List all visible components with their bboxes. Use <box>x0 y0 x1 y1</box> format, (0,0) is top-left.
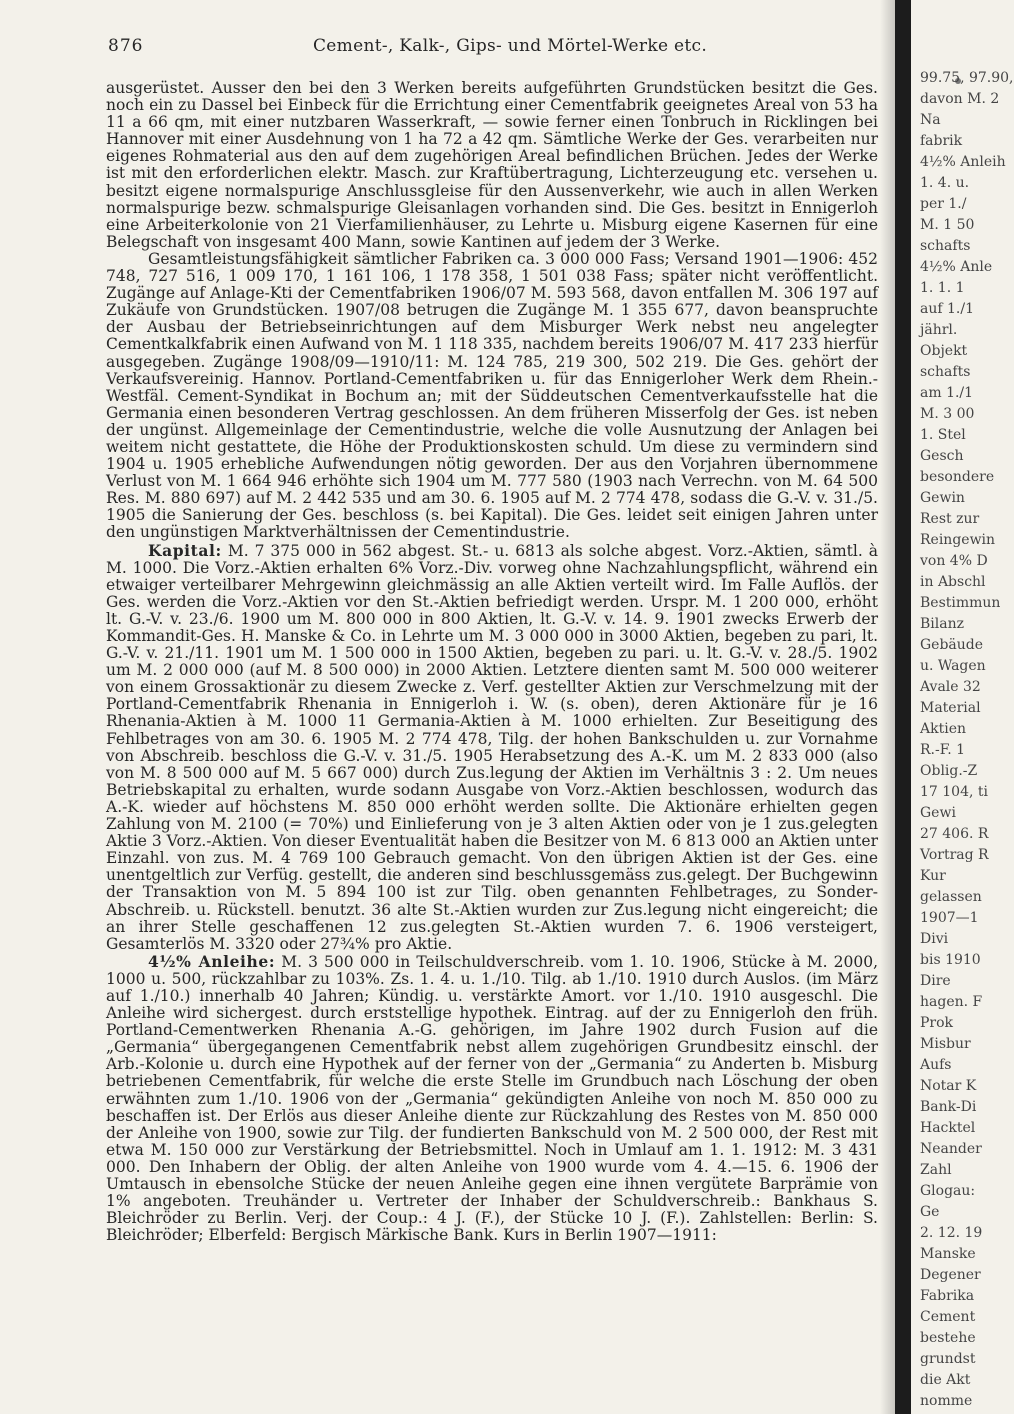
adjacent-page-fragment: R.-F. 1 <box>920 742 966 758</box>
adjacent-page-fragment: Vortrag R <box>920 847 989 863</box>
paragraph-text: M. 3 500 000 in Teilschuldverschreib. vom 1. 10. 1906, Stücke à M. 2000, 1000 u. 500, rückzahlbar zu 103%. Zs. 1. 4. u. 1./10. Tilg. ab 1./10. 1910 durch Auslos. (im März auf 1./10.) innerhalb 40 Jahren; Kündig. u. verstärkte Amort. vor 1./10. 1910 ausgeschl. Die Anleihe wird sichergest. durch erststellige hypothek. Eintrag. auf der zu Ennigerloh den früh. Portland-Cementwerken Rhenania A.-G. gehörigen, im Jahre 1902 durch Fusion auf die „Germania“ übergegangenen Cementfabrik nebst allem zugehörigen Grundbesitz einschl. der Arb.-Kolonie u. durch eine Hypothek auf der ferner von der „Germania“ zu Anderten b. Misburg betriebenen Cementfabrik, für welche die erste Stelle im Grundbuch nach Löschung der oben erwähnten zum 1./10. 1906 von der „Germania“ gekündigten Anleihe von noch M. 850 000 zu beschaffen ist. Der Erlös aus dieser Anleihe diente zur Rückzahlung des Restes von M. 850 000 der Anleihe von 1900, sowie zur Tilg. der fundierten Bankschuld von M. 2 500 000, der Rest mit etwa M. 150 000 zur Verstärkung der Betriebsmittel. Noch in Umlauf am 1. 1. 1912: M. 3 431 000. Den Inhabern der Oblig. der alten Anleihe von 1900 wurde vom 4. 4.—15. 6. 1906 der Umtausch in ebensolche Stücke der neuen Anleihe gegen eine ihnen vergütete Barprämie von 1% angeboten. Treuhänder u. Vertreter der Inhaber der Schuldverschreib.: Bankhaus S. Bleichröder zu Berlin. Verj. der Coup.: 4 J. (F.), der Stücke 10 J. (F.). Zahlstellen: Berlin: S. Bleichröder; Elberfeld: Bergisch Märkische Bank. Kurs in Berlin 1907—1911: <box>106 952 878 1245</box>
running-title: Cement-, Kalk-, Gips- und Mörtel-Werke etc. <box>313 36 708 56</box>
adjacent-page-fragment: Aufs <box>920 1057 952 1073</box>
adjacent-page-fragment: Divi <box>920 931 949 947</box>
paragraph-text: Gesamtleistungsfähigkeit sämtlicher Fabriken ca. 3 000 000 Fass; Versand 1901—1906: 452 748, 727 516, 1 009 170, 1 161 106, 1 178 358, 1 501 038 Fass; später nicht veröffentlicht. Zugänge auf Anlage-Kti der Cementfabriken 1906/07 M. 593 568, davon entfallen M. 306 197 auf Zukäufe von Grundstücken. 1907/08 betrugen die Zugänge M. 1 355 677, davon beanspruchte der Ausbau der Betriebseinrichtungen auf dem Misburger Werk nebst neu angelegter Cementkalkfabrik einen Aufwand von M. 1 118 335, nachdem bereits 1906/07 M. 417 233 hierfür ausgegeben. Zugänge 1908/09—1910/11: M. 124 785, 219 300, 502 219. Die Ges. gehört der Verkaufsvereinig. Hannov. Portland-Cementfabriken u. für das Ennigerloher Werk dem Rhein.-Westfäl. Cement-Syndikat in Bochum an; mit der Süddeutschen Cementverkaufsstelle hat die Germania einen besonderen Vertrag geschlossen. An dem früheren Misserfolg der Ges. ist neben der ungünst. Allgemeinlage der Cementindustrie, welche die volle Ausnutzung der Anlagen bei weitem nicht gestattete, die Höhe der Produktionskosten schuld. Um diese zu vermindern sind 1904 u. 1905 erhebliche Aufwendungen nötig geworden. Der aus den Vorjahren übernommene Verlust von M. 1 664 946 erhöhte sich 1904 um M. 777 580 (1903 nach Verrechn. von M. 64 500 Res. M. 880 697) auf M. 2 442 535 und am 30. 6. 1905 auf M. 2 774 478, sodass die G.-V. v. 31./5. 1905 die Sanierung der Ges. beschloss (s. bei Kapital). Die Ges. leidet seit einigen Jahren unter den ungünstigen Marktverhältnissen der Cementindustrie. <box>106 249 878 542</box>
adjacent-page-fragment: Oblig.-Z <box>920 763 978 779</box>
paragraph-text: M. 7 375 000 in 562 abgest. St.- u. 6813 als solche abgest. Vorz.-Aktien, sämtl. à M. 1000. Die Vorz.-Aktien erhalten 6% Vorz.-Div. vorweg ohne Nachzahlungspflicht, während ein etwaiger verteilbarer Mehrgewinn gleichmässig an alle Aktien verteilt wird. Im Falle Auflös. der Ges. werden die Vorz.-Aktien vor den St.-Aktien befriedigt werden. Urspr. M. 1 200 000, erhöht lt. G.-V. v. 23./6. 1900 um M. 800 000 in 800 Aktien, lt. G.-V. v. 14. 9. 1901 zwecks Erwerb der Kommandit-Ges. H. Manske & Co. in Lehrte um M. 3 000 000 in 3000 Aktien, begeben zu pari, lt. G.-V. v. 21./11. 1901 um M. 1 500 000 in 1500 Aktien, begeben zu pari. u. lt. G.-V. v. 28./5. 1902 um M. 2 000 000 (auf M. 8 500 000) in 2000 Aktien. Letztere dienten samt M. 500 000 weiterer von einem Grossaktionär zu diesem Zwecke z. Verf. gestellter Aktien zur Verschmelzung mit der Portland-Cementfabrik Rhenania in Ennigerloh i. W. (s. oben), deren Aktionäre für je 16 Rhenania-Aktien à M. 1000 11 Germania-Aktien à M. 1000 erhielten. Zur Beseitigung des Fehlbetrages von am 30. 6. 1905 M. 2 774 478, Tilg. der hohen Bankschulden u. zur Vornahme von Abschreib. beschloss die G.-V. v. 31./5. 1905 Herabsetzung des A.-K. um M. 2 833 000 (also von M. 8 500 000 auf M. 5 667 000) durch Zus.legung der Aktien im Verhältnis 3 : 2. Um neues Betriebskapital zu erhalten, wurde sodann Ausgabe von Vorz.-Aktien beschlossen, wodurch das A.-K. wieder auf höchstens M. 850 000 erhöht werden sollte. Die Aktionäre erhielten gegen Zahlung von M. 2100 (= 70%) und Einlieferung von je 3 alten Aktien oder von je 1 zus.gelegten Aktie 3 Vorz.-Aktien. Von dieser Eventualität haben die Besitzer von M. 6 813 000 an Aktien unter Einzahl. von zus. M. 4 769 100 Gebrauch gemacht. Von den übrigen Aktien ist der Ges. eine unentgeltlich zur Verfüg. gestellt, die anderen sind beschlussgemäss zus.gelegt. Der Buchgewinn der Transaktion von M. 5 894 100 ist zur Tilg. oben genannten Fehlbetrages, zu Sonder-Abschreib. u. Rückstell. benutzt. 36 alte St.-Aktien wurden zur Zus.legung nicht eingereicht; die an ihrer Stelle geschaffenen 12 zus.gelegten St.-Aktien wurden 7. 6. 1906 versteigert, Gesamterlös M. 3320 oder 27¾% pro Aktie. <box>106 541 878 953</box>
paragraph-production <box>106 251 878 542</box>
adjacent-page-fragment: grundst <box>920 1351 976 1367</box>
adjacent-page-fragment: Gesch <box>920 448 964 464</box>
adjacent-page-fragment: Rest zur <box>920 511 980 527</box>
adjacent-page-fragment: Prok <box>920 1015 954 1031</box>
adjacent-page-fragment: 2. 12. 19 <box>920 1225 983 1241</box>
adjacent-page-fragment: Bank-Di <box>920 1099 977 1115</box>
paragraph-text: ausgerüstet. Ausser den bei den 3 Werken bereits aufgeführten Grundstücken besitzt die Ges. noch ein zu Dassel bei Einbeck für die Errichtung einer Cementfabrik geeignetes Areal von 53 ha 11 a 66 qm, mit einer nutzbaren Wasserkraft, — sowie ferner einen Tonbruch in Ricklingen bei Hannover mit einer Ausdehnung von 1 ha 72 a 42 qm. Sämtliche Werke der Ges. verarbeiten nur eigenes Rohmaterial aus den auf dem zugehörigen Areal befindlichen Brüchen. Jedes der Werke ist mit den erforderlichen elektr. Masch. zur Kraftübertragung, Lichterzeugung etc. versehen u. besitzt eigene normalspurige Anschlussgleise für den Aussenverkehr, wie auch in allen Werken normalspurige bezw. schmalspurige Gleisanlagen vorhanden sind. Die Ges. besitzt in Ennigerloh eine Arbeiterkolonie von 21 Vierfamilienhäuser, zu Lehrte u. Misburg eigene Kasernen für eine Belegschaft von insgesamt 400 Mann, sowie Kantinen auf jedem der 3 Werke. <box>106 79 878 251</box>
adjacent-page-fragment: schafts <box>920 364 971 380</box>
adjacent-page-strip <box>920 70 1014 1409</box>
adjacent-page-fragment: gelassen <box>920 889 982 905</box>
adjacent-page-fragment: jährl. <box>920 322 958 338</box>
adjacent-page-fragment: 4½% Anleih <box>920 154 1006 170</box>
adjacent-page-fragment: besondere <box>920 469 995 485</box>
adjacent-page-fragment: Na <box>920 112 941 128</box>
adjacent-page-fragment: Fabrika <box>920 1288 975 1304</box>
body-text <box>106 80 878 1244</box>
adjacent-page-fragment: Kur <box>920 868 946 884</box>
adjacent-page-fragment: Cement <box>920 1309 976 1325</box>
adjacent-page-fragment: Bilanz <box>920 616 964 632</box>
adjacent-page-fragment: Reingewin <box>920 532 996 548</box>
binding-gutter <box>895 0 911 1414</box>
adjacent-page-fragment: 1907—1 <box>920 910 979 926</box>
adjacent-page-fragment: Zahl <box>920 1162 952 1178</box>
adjacent-page-fragment: bis 1910 <box>920 952 981 968</box>
page-header <box>108 36 868 60</box>
paragraph-anleihe <box>106 953 878 1245</box>
paragraph-kapital <box>106 542 878 953</box>
adjacent-page-fragment: nomme <box>920 1393 973 1409</box>
adjacent-page-fragment: Glogau: <box>920 1183 976 1199</box>
adjacent-page-fragment: Gewin <box>920 490 965 506</box>
adjacent-page-fragment: am 1./1 <box>920 385 974 401</box>
adjacent-page-fragment: Gewi <box>920 805 956 821</box>
adjacent-page-fragment: 17 104, ti <box>920 784 988 800</box>
binding-shadow <box>880 0 895 1414</box>
adjacent-page-fragment: 27 406. R <box>920 826 989 842</box>
adjacent-page-fragment: davon M. 2 <box>920 91 1000 107</box>
adjacent-page-fragment: 99.75, 97.90, <box>920 70 1014 86</box>
adjacent-page-fragment: Hacktel <box>920 1120 976 1136</box>
adjacent-page-fragment: Bestimmun <box>920 595 1001 611</box>
adjacent-page-fragment: Avale 32 <box>920 679 981 695</box>
adjacent-page-fragment: hagen. F <box>920 994 983 1010</box>
adjacent-page-fragment: schafts <box>920 238 971 254</box>
adjacent-page-fragment: in Abschl <box>920 574 986 590</box>
adjacent-page-fragment: 1. Stel <box>920 427 966 443</box>
adjacent-page-fragment: Aktien <box>920 721 966 737</box>
adjacent-page-fragment: 1. 4. u. <box>920 175 970 191</box>
adjacent-page-fragment: Neander <box>920 1141 982 1157</box>
adjacent-page-fragment: Notar K <box>920 1078 977 1094</box>
adjacent-page-fragment: Ge <box>920 1204 940 1220</box>
page-number: 876 <box>108 36 144 56</box>
section-label-kapital: Kapital: <box>148 540 222 560</box>
adjacent-page-fragment: Objekt <box>920 343 968 359</box>
adjacent-page-fragment: 4½% Anle <box>920 259 993 275</box>
adjacent-page-fragment: Manske <box>920 1246 976 1262</box>
paragraph-facilities <box>106 80 878 251</box>
adjacent-page-fragment: Misbur <box>920 1036 971 1052</box>
adjacent-page-fragment: Material <box>920 700 981 716</box>
adjacent-page-fragment: Dire <box>920 973 951 989</box>
adjacent-page-fragment: fabrik <box>920 133 963 149</box>
adjacent-page-fragment: u. Wagen <box>920 658 986 674</box>
adjacent-page-fragment: die Akt <box>920 1372 971 1388</box>
adjacent-page-fragment: per 1./ <box>920 196 967 212</box>
adjacent-page-fragment: Gebäude <box>920 637 984 653</box>
adjacent-page-fragment: 1. 1. 1 <box>920 280 965 296</box>
adjacent-page-fragment: Degener <box>920 1267 981 1283</box>
adjacent-page-fragment: M. 3 00 <box>920 406 975 422</box>
adjacent-page-fragment: auf 1./1 <box>920 301 974 317</box>
adjacent-page-fragment: M. 1 50 <box>920 217 975 233</box>
section-label-anleihe: 4½% Anleihe: <box>148 951 276 971</box>
adjacent-page-fragment: von 4% D <box>920 553 988 569</box>
adjacent-page-fragment: bestehe <box>920 1330 976 1346</box>
